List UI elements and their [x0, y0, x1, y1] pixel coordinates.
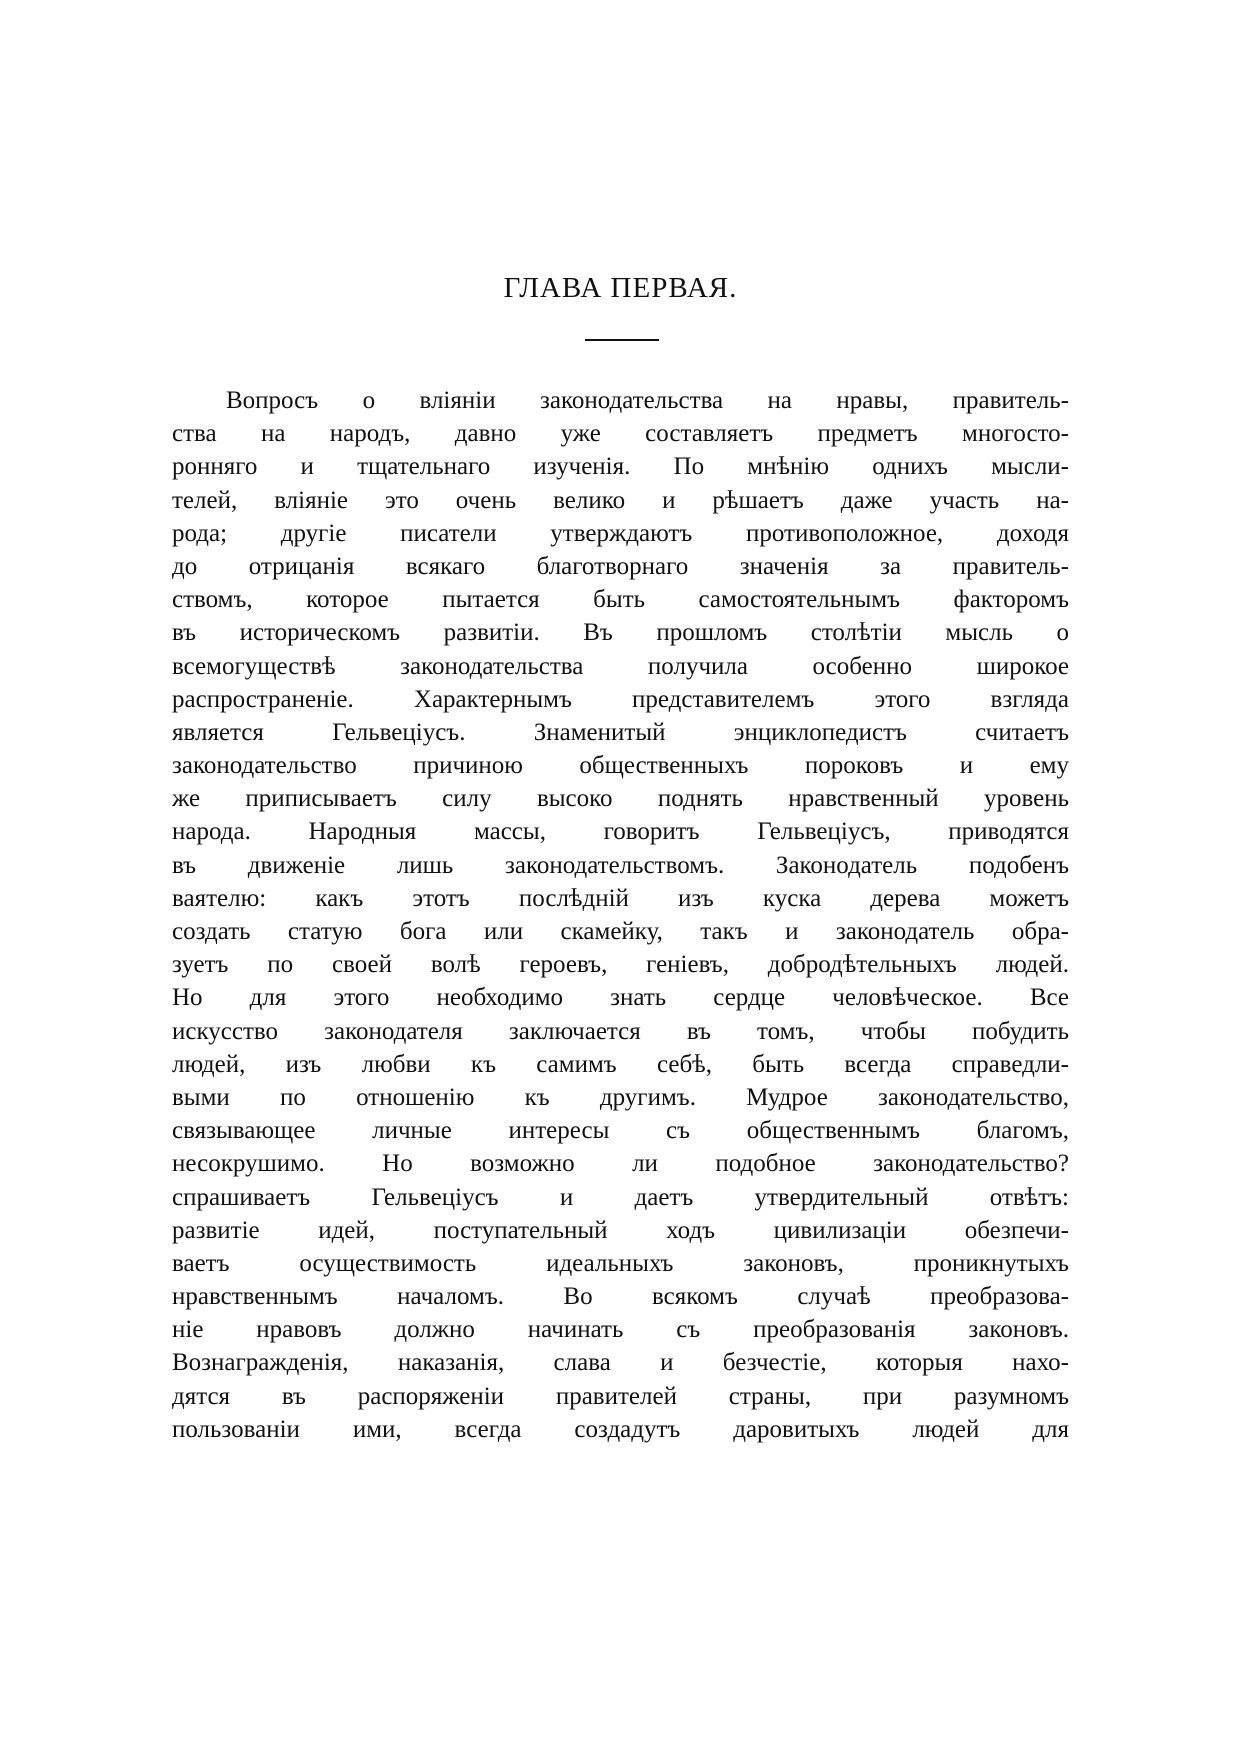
text-line: пользованіи ими, всегда создадутъ даровитыхъ людей для — [172, 1415, 1069, 1443]
text-line: телей, вліяніе это очень велико и рѣшаетъ даже участь на- — [172, 486, 1069, 514]
text-line: ваятелю: какъ этотъ послѣдній изъ куска дерева можетъ — [172, 884, 1069, 912]
text-line: дятся въ распоряженіи правителей страны, при разумномъ — [172, 1382, 1069, 1410]
text-line: зуетъ по своей волѣ героевъ, геніевъ, добродѣтельныхъ людей. — [172, 951, 1069, 979]
text-line: людей, изъ любви къ самимъ себѣ, быть всегда справедли- — [172, 1050, 1069, 1078]
text-line: до отрицанія всякаго благотворнаго значенія за правитель- — [172, 552, 1069, 580]
text-line: же приписываетъ силу высоко поднять нравственный уровень — [172, 785, 1069, 813]
text-line: ніе нравовъ должно начинать съ преобразованія законовъ. — [172, 1316, 1069, 1344]
text-line: рода; другіе писатели утверждаютъ противоположное, доходя — [172, 519, 1069, 547]
title-rule — [585, 339, 659, 341]
text-line: развитіе идей, поступательный ходъ цивилизаціи обезпечи- — [172, 1216, 1069, 1244]
text-line: связывающее личные интересы съ общественнымъ благомъ, — [172, 1117, 1069, 1145]
text-line: создать статую бога или скамейку, такъ и законодатель обра- — [172, 918, 1069, 945]
text-line: ствомъ, которое пытается быть самостоятельнымъ факторомъ — [172, 586, 1069, 614]
text-line: всемогуществѣ законодательства получила особенно широкое — [172, 652, 1069, 680]
text-line: спрашиваетъ Гельвеціусъ и даетъ утвердительный отвѣтъ: — [172, 1183, 1069, 1211]
text-line: законодательство причиною общественныхъ пороковъ и ему — [172, 752, 1069, 780]
text-line: ства на народъ, давно уже составляетъ предметъ многосто- — [172, 420, 1069, 448]
text-line: въ историческомъ развитіи. Въ прошломъ столѣтіи мысль о — [172, 619, 1069, 647]
text-line: ронняго и тщательнаго изученія. По мнѣнію однихъ мысли- — [172, 453, 1069, 481]
chapter-title: ГЛАВА ПЕРВАЯ. — [503, 272, 738, 304]
body-text — [172, 384, 1069, 1446]
text-line: несокрушимо. Но возможно ли подобное законодательство? — [172, 1150, 1069, 1178]
text-line: искусство законодателя заключается въ томъ, чтобы побудить — [172, 1017, 1069, 1045]
text-line: народа. Народныя массы, говоритъ Гельвеціусъ, приводятся — [172, 818, 1069, 846]
text-line: ваетъ осуществимость идеальныхъ законовъ, проникнутыхъ — [172, 1249, 1069, 1277]
text-line: Вопросъ о вліяніи законодательства на нравы, правитель- — [226, 387, 1069, 414]
text-line: Вознагражденія, наказанія, слава и безчестіе, которыя нахо- — [172, 1349, 1069, 1377]
text-line: въ движеніе лишь законодательствомъ. Законодатель подобенъ — [172, 851, 1069, 879]
text-line: распространеніе. Характернымъ представителемъ этого взгляда — [172, 685, 1069, 713]
text-line: выми по отношенію къ другимъ. Мудрое законодательство, — [172, 1083, 1069, 1111]
text-line: Но для этого необходимо знать сердце человѣческое. Все — [172, 984, 1069, 1012]
text-line: является Гельвеціусъ. Знаменитый энциклопедистъ считаетъ — [172, 718, 1069, 746]
text-line: нравственнымъ началомъ. Во всякомъ случаѣ преобразова- — [172, 1283, 1069, 1311]
